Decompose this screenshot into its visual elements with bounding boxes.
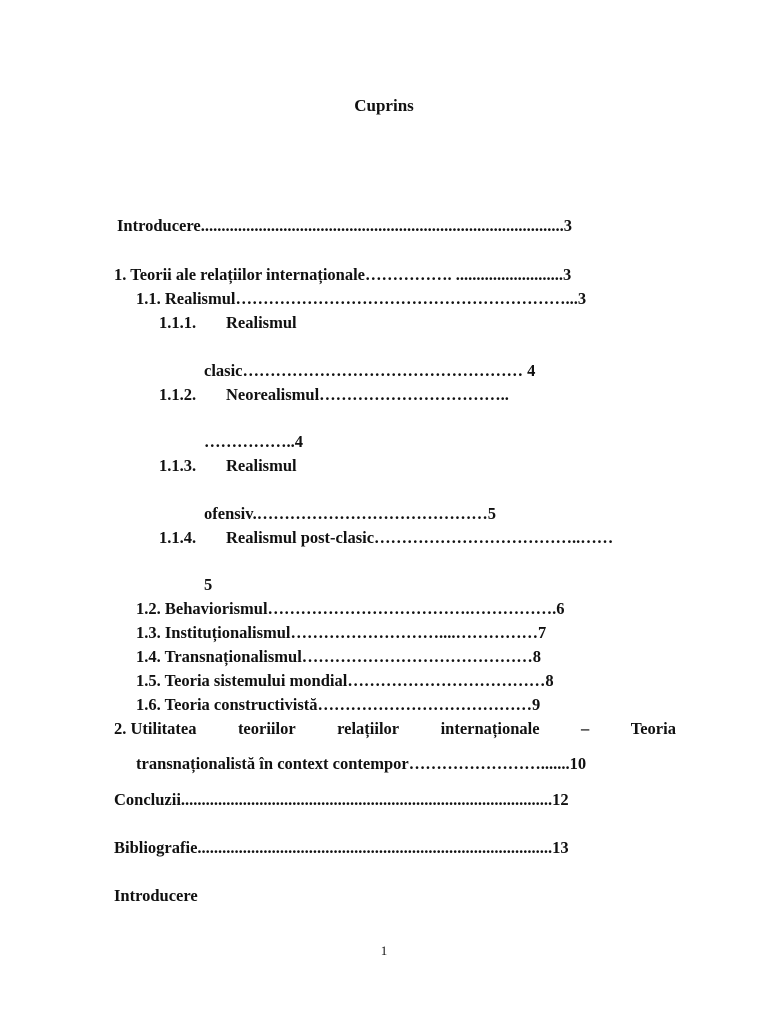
toc-entry-bibliografie[interactable]: Bibliografie......................................................................................13 — [114, 838, 569, 857]
toc-entry-2-word: – — [581, 719, 590, 738]
toc-entry-1-1-2-title[interactable]: Neorealismul…………………………….. — [226, 385, 509, 404]
toc-entry-2-word: internaționale — [440, 719, 540, 738]
toc-entry-1-1-3-number[interactable]: 1.1.3. — [159, 456, 197, 475]
toc-entry-2[interactable] — [114, 719, 676, 739]
toc-entry-1-1-1-title[interactable]: Realismul — [226, 313, 297, 332]
toc-entry-1-1[interactable]: 1.1. Realismul……………………………………………………...3 — [136, 289, 587, 308]
toc-entry-2-word: 2. Utilitatea — [114, 719, 197, 738]
toc-entry-1-1-2-continuation[interactable]: ……………..4 — [204, 432, 303, 451]
toc-entry-introducere[interactable]: Introducere........................................................................................3 — [117, 216, 572, 235]
toc-entry-1-1-3-title[interactable]: Realismul — [226, 456, 297, 475]
toc-entry-2-word: Teoria — [630, 719, 676, 738]
toc-entry-1-1-4-number[interactable]: 1.1.4. — [159, 528, 197, 547]
toc-entry-2-word: relațiilor — [337, 719, 400, 738]
toc-entry-1-4[interactable]: 1.4. Transnaționalismul……………………………………8 — [136, 647, 542, 666]
toc-entry-1-2[interactable]: 1.2. Behaviorismul……………………………….…………….6 — [136, 599, 565, 618]
toc-entry-1-1-4-title[interactable]: Realismul post-clasic………………………………..…… — [226, 528, 614, 547]
toc-entry-1-6[interactable]: 1.6. Teoria constructivistă…………………………………9 — [136, 695, 541, 714]
toc-entry-1[interactable]: 1. Teorii ale relațiilor internaționale……………. ..........................3 — [114, 265, 572, 284]
page-title: Cuprins — [354, 96, 414, 115]
toc-entry-1-1-1-number[interactable]: 1.1.1. — [159, 313, 197, 332]
toc-entry-1-1-2-number[interactable]: 1.1.2. — [159, 385, 197, 404]
toc-entry-1-1-1-continuation[interactable]: clasic…………………………………………… 4 — [204, 361, 536, 380]
toc-entry-2-word: teoriilor — [237, 719, 296, 738]
toc-entry-1-1-4-continuation[interactable]: 5 — [204, 575, 213, 594]
toc-entry-1-3[interactable]: 1.3. Instituționalismul………………………....……………7 — [136, 623, 547, 642]
toc-entry-1-1-3-continuation[interactable]: ofensiv.……………………………………5 — [204, 504, 496, 523]
toc-entry-concluzii[interactable]: Concluzii..........................................................................................12 — [114, 790, 569, 809]
page-number: 1 — [380, 943, 388, 958]
toc-entry-1-5[interactable]: 1.5. Teoria sistemului mondial………………………………8 — [136, 671, 554, 690]
section-heading-introducere: Introducere — [114, 886, 198, 905]
toc-entry-2-continuation[interactable]: transnaționalistă în context contempor…………………….......10 — [136, 754, 587, 773]
